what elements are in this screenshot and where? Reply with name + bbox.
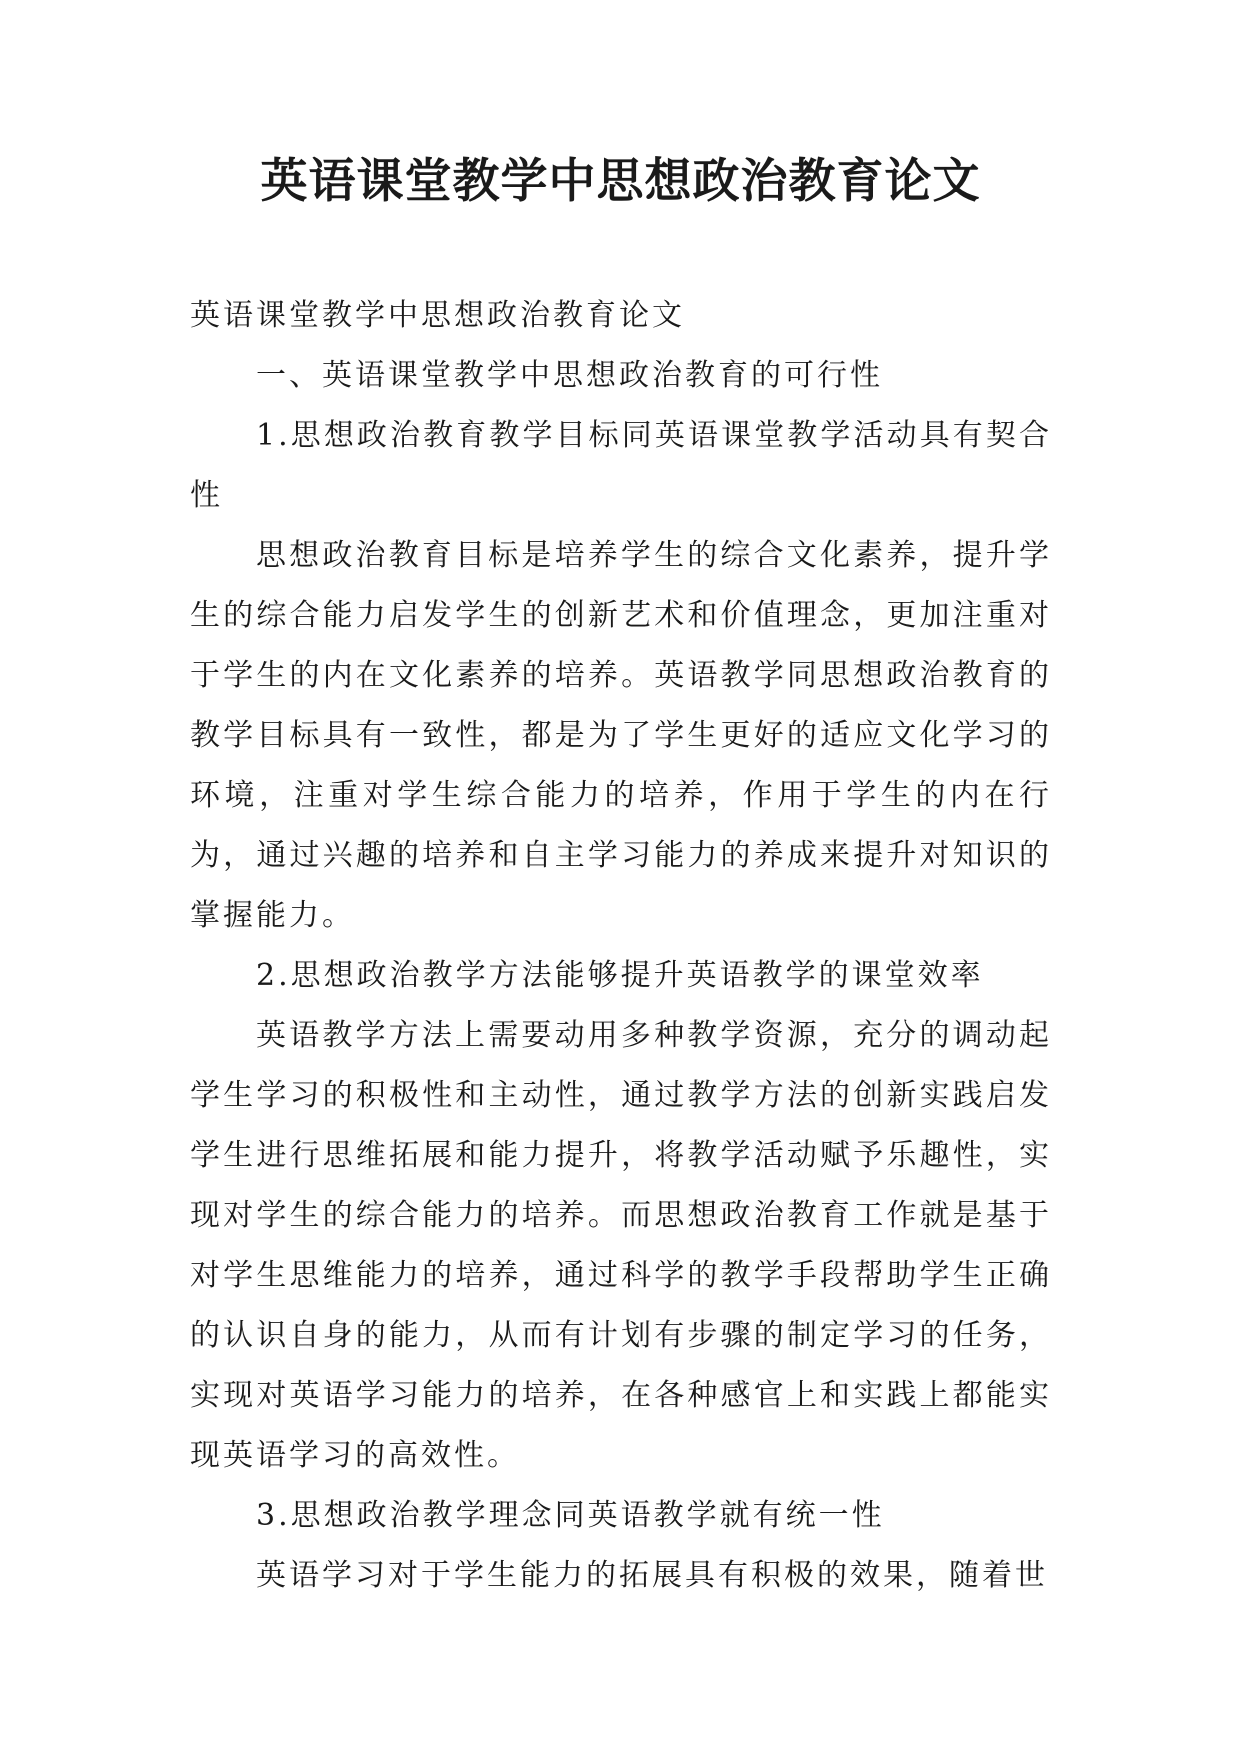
section-heading: 一、英语课堂教学中思想政治教育的可行性: [256, 358, 883, 393]
document-title: 英语课堂教学中思想政治教育论文: [260, 154, 981, 209]
paragraph-1: 思想政治教育目标是培养学生的综合文化素养，提升学生的综合能力启发学生的创新艺术和价值理念，更加注重对于学生的内在文化素养的培养。英语教学同思想政治教育的教学目标具有一致性，都是为了学生更好的适应文化学习的环境，注重对学生综合能力的培养，作用于学生的内在行为，通过兴趣的培养和自主学习能力的养成来提升对知识的掌握能力。: [190, 538, 1052, 933]
subheading-3: 3.思想政治教学理念同英语教学就有统一性: [256, 1498, 885, 1533]
document-subtitle: 英语课堂教学中思想政治教育论文: [190, 298, 685, 333]
paragraph-3: 英语学习对于学生能力的拓展具有积极的效果，随着世: [256, 1558, 1048, 1593]
document-body: [190, 286, 1052, 1606]
paragraph-2: 英语教学方法上需要动用多种教学资源，充分的调动起学生学习的积极性和主动性，通过教学方法的创新实践启发学生进行思维拓展和能力提升，将教学活动赋予乐趣性，实现对学生的综合能力的培养。而思想政治教育工作就是基于对学生思维能力的培养，通过科学的教学手段帮助学生正确的认识自身的能力，从而有计划有步骤的制定学习的任务，实现对英语学习能力的培养，在各种感官上和实践上都能实现英语学习的高效性。: [190, 1018, 1052, 1473]
subheading-1: 1.思想政治教育教学目标同英语课堂教学活动具有契合性: [190, 418, 1052, 513]
subheading-2: 2.思想政治教学方法能够提升英语教学的课堂效率: [256, 958, 984, 993]
